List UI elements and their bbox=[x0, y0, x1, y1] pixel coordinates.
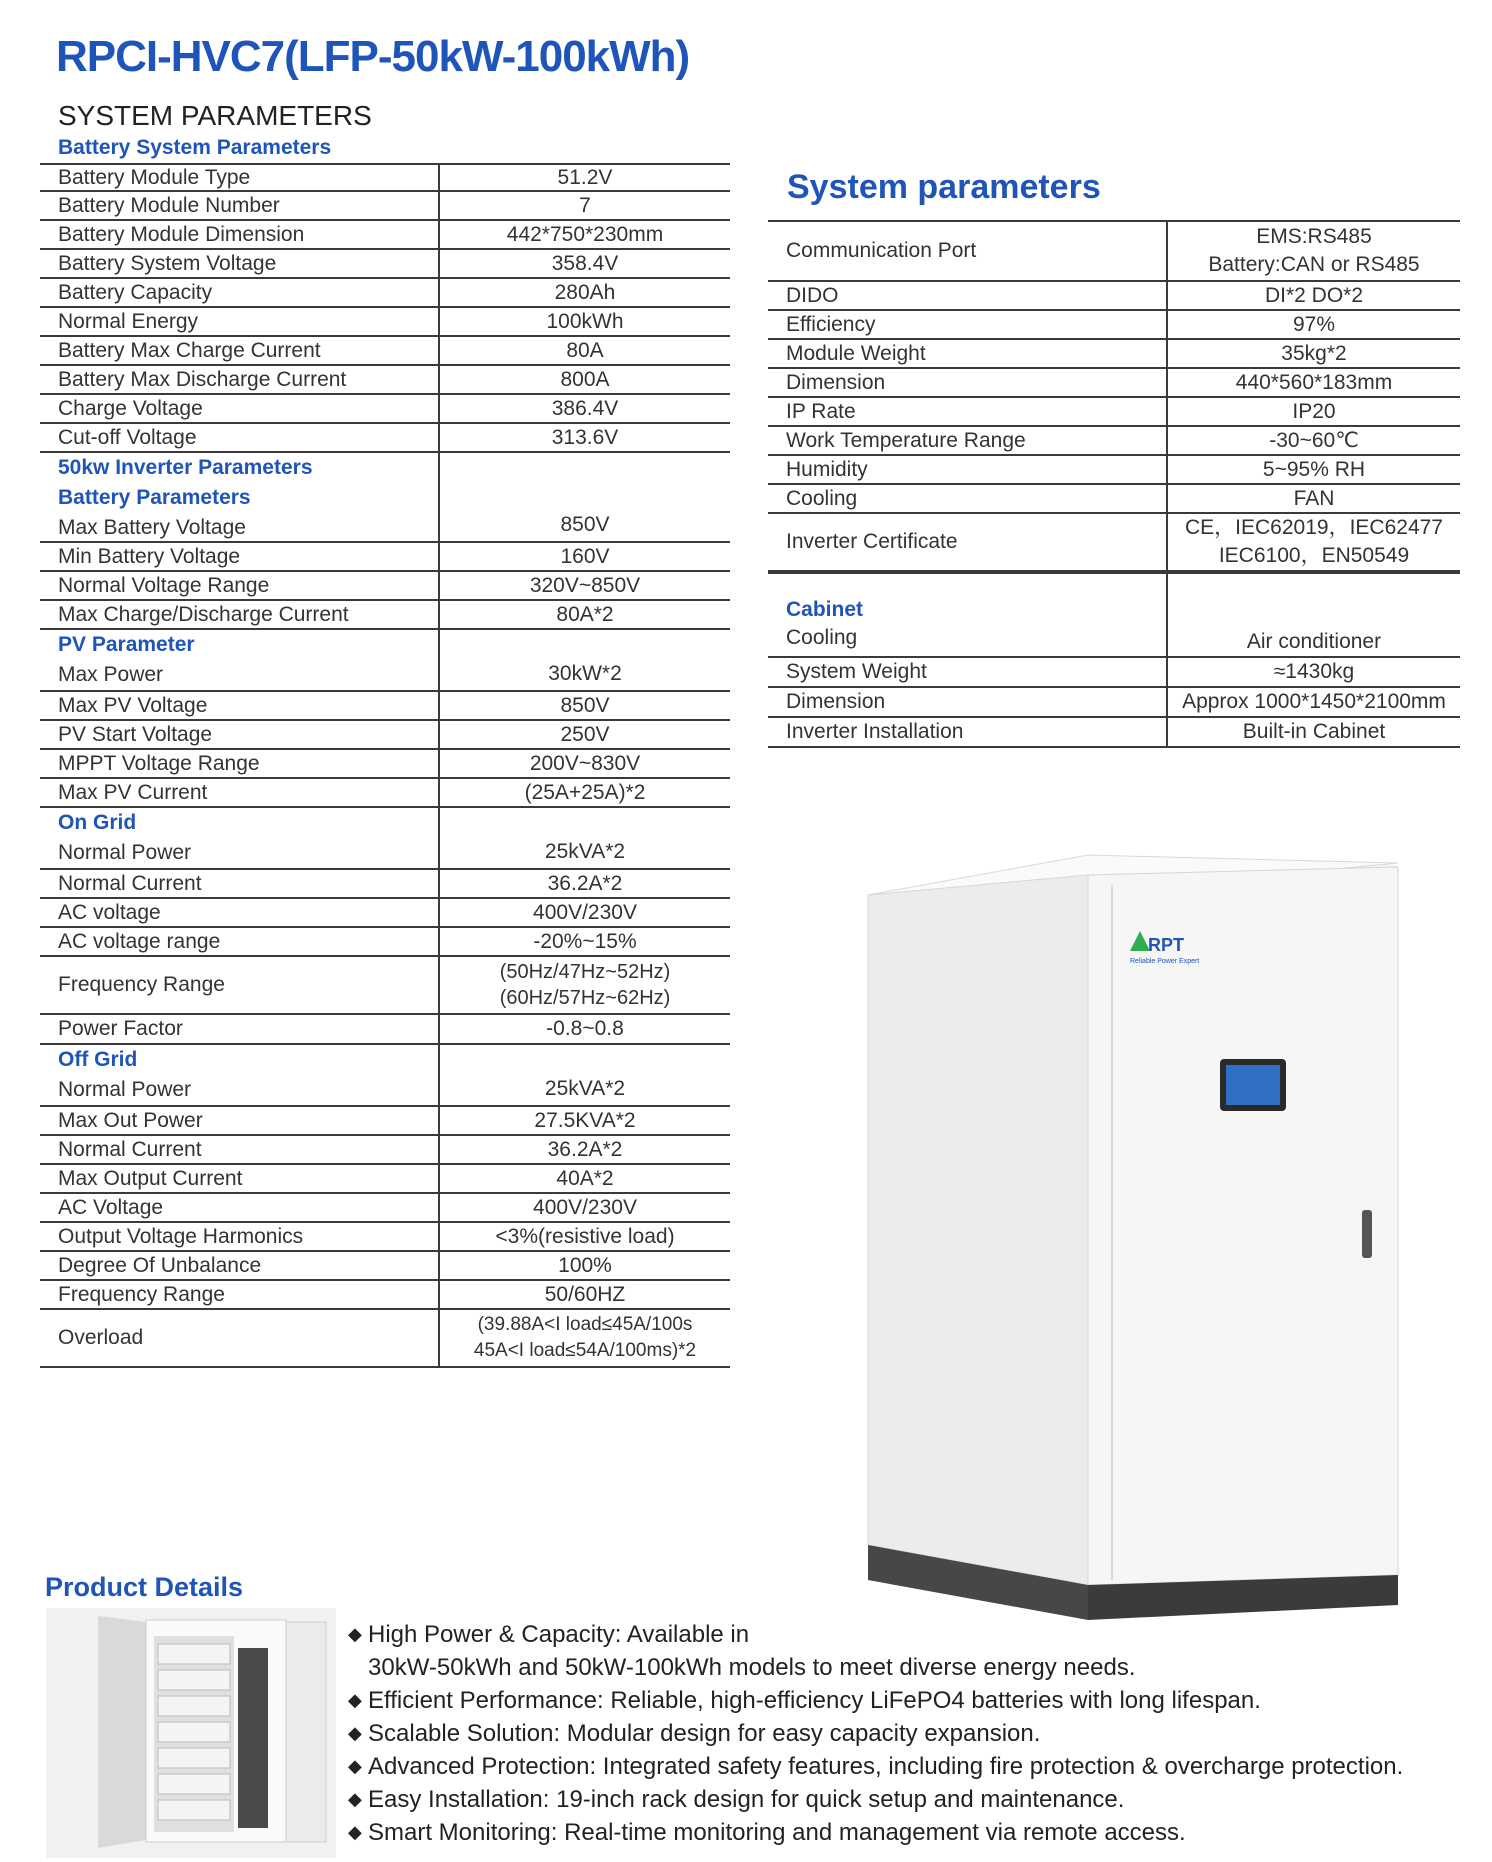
inverter-rows bbox=[40, 543, 730, 630]
row-value: 320V~850V bbox=[529, 573, 641, 597]
row-value: 27.5KVA*2 bbox=[534, 1108, 636, 1132]
row-label: Max Out Power bbox=[40, 1107, 440, 1134]
product-detail-image bbox=[46, 1608, 336, 1858]
row-label: Battery Max Charge Current bbox=[40, 337, 440, 364]
row-value: 80A bbox=[566, 338, 604, 362]
row-value: 313.6V bbox=[551, 425, 619, 449]
row-label: Normal Voltage Range bbox=[40, 572, 440, 599]
row-value: 51.2V bbox=[557, 165, 613, 189]
spec-row bbox=[768, 485, 1460, 514]
row-label: Frequency Range bbox=[40, 1281, 440, 1308]
row-label: Battery Module Dimension bbox=[40, 221, 440, 248]
feature-list bbox=[348, 1618, 1488, 1849]
inverter-header: 50kw Inverter Parameters bbox=[58, 456, 313, 479]
logo-tagline: Reliable Power Expert bbox=[1130, 958, 1200, 965]
row-value: 850V bbox=[560, 513, 610, 536]
row-value: 160V bbox=[560, 544, 610, 568]
spec-row bbox=[768, 658, 1460, 688]
row-value: 800A bbox=[560, 367, 610, 391]
feature-text: Easy Installation: 19-inch rack design for quick setup and maintenance. bbox=[368, 1786, 1125, 1813]
diamond-bullet-icon: ◆ bbox=[348, 1789, 362, 1809]
row-value: -20%~15% bbox=[533, 929, 637, 953]
spec-row bbox=[40, 308, 730, 337]
row-value: 400V/230V bbox=[533, 900, 637, 924]
row-label: Cooling bbox=[768, 485, 1168, 512]
row-label: DIDO bbox=[768, 282, 1168, 309]
row-label: Cut-off Voltage bbox=[40, 424, 440, 451]
feature-text: Advanced Protection: Integrated safety features, including fire protection & overcharge protection. bbox=[368, 1753, 1404, 1780]
row-label: Normal Power bbox=[58, 1078, 192, 1101]
frequency-range-row bbox=[40, 957, 730, 1015]
off-grid-rows bbox=[40, 1107, 730, 1310]
feature-item bbox=[348, 1618, 1488, 1684]
cabinet-image bbox=[858, 845, 1418, 1635]
row-value: 400V/230V bbox=[533, 1195, 637, 1219]
row-label: AC voltage bbox=[40, 899, 440, 926]
row-label: Max Power bbox=[58, 663, 164, 686]
spec-row bbox=[768, 369, 1460, 398]
row-value: 386.4V bbox=[551, 396, 619, 420]
row-label: Max Charge/Discharge Current bbox=[40, 601, 440, 628]
row-label: Output Voltage Harmonics bbox=[40, 1223, 440, 1250]
row-label: Degree Of Unbalance bbox=[40, 1252, 440, 1279]
spec-row bbox=[40, 543, 730, 572]
row-value: 80A*2 bbox=[556, 602, 614, 626]
power-factor-row bbox=[40, 1015, 730, 1045]
row-value: 36.2A*2 bbox=[547, 1137, 623, 1161]
spec-row bbox=[40, 337, 730, 366]
row-value: Built-in Cabinet bbox=[1242, 720, 1386, 743]
row-value: 358.4V bbox=[551, 251, 619, 275]
spec-row bbox=[40, 928, 730, 957]
row-label: Work Temperature Range bbox=[768, 427, 1168, 454]
row-label: Battery Module Type bbox=[40, 165, 440, 190]
row-label: Normal Energy bbox=[40, 308, 440, 335]
cabinet-rows bbox=[768, 658, 1460, 748]
spec-row bbox=[40, 572, 730, 601]
spec-row bbox=[40, 692, 730, 721]
right-spec-table bbox=[768, 220, 1460, 748]
feature-text: High Power & Capacity: Available in bbox=[368, 1621, 750, 1648]
row-value: 5~95% RH bbox=[1262, 457, 1366, 481]
door-handle-icon bbox=[1362, 1210, 1372, 1258]
row-value: IP20 bbox=[1292, 399, 1336, 423]
spec-row bbox=[40, 1281, 730, 1310]
spec-row bbox=[768, 427, 1460, 456]
diamond-bullet-icon: ◆ bbox=[348, 1822, 362, 1842]
spec-row bbox=[40, 424, 730, 453]
communication-port-row bbox=[768, 222, 1460, 282]
row-value: ≈1430kg bbox=[1273, 660, 1355, 683]
spec-row bbox=[40, 250, 730, 279]
row-label: Inverter Certificate bbox=[768, 514, 1168, 570]
row-label: Normal Power bbox=[58, 841, 192, 864]
row-value: 850V bbox=[560, 693, 610, 717]
row-value: <3%(resistive load) bbox=[495, 1224, 675, 1248]
row-label: Charge Voltage bbox=[40, 395, 440, 422]
spec-row bbox=[40, 366, 730, 395]
on-grid-rows bbox=[40, 870, 730, 957]
row-label: System Weight bbox=[768, 658, 1168, 686]
spec-row bbox=[768, 456, 1460, 485]
feature-item bbox=[348, 1750, 1488, 1783]
diamond-bullet-icon: ◆ bbox=[348, 1690, 362, 1710]
row-value: 442*750*230mm bbox=[506, 222, 664, 246]
spec-row bbox=[768, 718, 1460, 748]
row-value: 250V bbox=[560, 722, 610, 746]
row-value: 97% bbox=[1292, 312, 1336, 336]
row-label: Overload bbox=[40, 1310, 440, 1366]
row-value: 50/60HZ bbox=[544, 1282, 626, 1306]
cabinet-group bbox=[768, 572, 1460, 658]
row-label: Cooling bbox=[786, 626, 858, 649]
feature-item bbox=[348, 1783, 1488, 1816]
spec-row bbox=[40, 279, 730, 308]
feature-text: Scalable Solution: Modular design for easy capacity expansion. bbox=[368, 1720, 1041, 1747]
row-value: 35kg*2 bbox=[1281, 341, 1347, 365]
row-value: (60Hz/57Hz~62Hz) bbox=[499, 987, 671, 1009]
spec-row bbox=[40, 221, 730, 250]
spec-row bbox=[40, 899, 730, 928]
feature-text-cont: 30kW-50kWh and 50kW-100kWh models to meet diverse energy needs. bbox=[368, 1654, 1136, 1681]
row-label: AC Voltage bbox=[40, 1194, 440, 1221]
row-label: Max Output Current bbox=[40, 1165, 440, 1192]
row-label: Efficiency bbox=[768, 311, 1168, 338]
diamond-bullet-icon: ◆ bbox=[348, 1756, 362, 1776]
pv-group bbox=[40, 630, 730, 692]
page-title: RPCI-HVC7(LFP-50kW-100kWh) bbox=[56, 32, 690, 81]
row-value: 40A*2 bbox=[556, 1166, 614, 1190]
feature-item bbox=[348, 1717, 1488, 1750]
diamond-bullet-icon: ◆ bbox=[348, 1624, 362, 1644]
spec-row bbox=[40, 1223, 730, 1252]
row-label: MPPT Voltage Range bbox=[40, 750, 440, 777]
row-value: CE，IEC62019，IEC62477 bbox=[1185, 516, 1443, 539]
feature-text: Smart Monitoring: Real-time monitoring and management via remote access. bbox=[368, 1819, 1186, 1846]
battery-params-header: Battery Parameters bbox=[58, 486, 251, 509]
row-label: Min Battery Voltage bbox=[40, 543, 440, 570]
feature-item bbox=[348, 1816, 1488, 1849]
row-value: 100kWh bbox=[546, 309, 624, 333]
row-value: 30kW*2 bbox=[548, 662, 622, 685]
spec-row bbox=[40, 395, 730, 424]
row-value: 36.2A*2 bbox=[547, 871, 623, 895]
row-value: Approx 1000*1450*2100mm bbox=[1182, 690, 1446, 713]
row-label: IP Rate bbox=[768, 398, 1168, 425]
row-value: 100% bbox=[558, 1253, 612, 1277]
pv-header: PV Parameter bbox=[58, 633, 195, 656]
row-value: 45A<I load≤54A/100ms)*2 bbox=[473, 1340, 697, 1361]
row-value: Battery:CAN or RS485 bbox=[1208, 253, 1420, 276]
row-label: Battery Capacity bbox=[40, 279, 440, 306]
spec-row bbox=[40, 721, 730, 750]
row-value: FAN bbox=[1293, 486, 1335, 510]
row-label: Humidity bbox=[768, 456, 1168, 483]
row-value: 25kVA*2 bbox=[544, 1077, 626, 1100]
row-value: 440*560*183mm bbox=[1235, 370, 1393, 394]
row-value: EMS:RS485 bbox=[1256, 225, 1372, 248]
row-label: Power Factor bbox=[40, 1015, 440, 1043]
spec-row bbox=[40, 779, 730, 808]
row-label: Battery System Voltage bbox=[40, 250, 440, 277]
inverter-group bbox=[40, 453, 730, 543]
row-value: -30~60℃ bbox=[1269, 429, 1359, 452]
logo-text: RPT bbox=[1148, 935, 1184, 955]
on-grid-group bbox=[40, 808, 730, 870]
row-label: Max PV Current bbox=[40, 779, 440, 806]
feature-text: Efficient Performance: Reliable, high-efficiency LiFePO4 batteries with long lifespan. bbox=[368, 1687, 1261, 1714]
row-label: Battery Max Discharge Current bbox=[40, 366, 440, 393]
system-rows bbox=[768, 282, 1460, 514]
row-value: 200V~830V bbox=[529, 751, 641, 775]
row-value: (25A+25A)*2 bbox=[524, 780, 646, 804]
pv-rows bbox=[40, 692, 730, 808]
spec-row bbox=[40, 1252, 730, 1281]
row-value: (50Hz/47Hz~52Hz) bbox=[499, 961, 671, 983]
battery-system-header: Battery System Parameters bbox=[58, 136, 332, 159]
spec-row bbox=[40, 750, 730, 779]
row-value: 7 bbox=[579, 193, 591, 217]
spec-row bbox=[40, 192, 730, 221]
inverter-certificate-row bbox=[768, 514, 1460, 572]
spec-row bbox=[40, 601, 730, 630]
on-grid-header: On Grid bbox=[58, 811, 137, 834]
row-label: Dimension bbox=[768, 369, 1168, 396]
spec-row bbox=[768, 398, 1460, 427]
system-parameters-title: System parameters bbox=[787, 168, 1101, 206]
off-grid-header: Off Grid bbox=[58, 1048, 138, 1071]
spec-row bbox=[768, 311, 1460, 340]
row-value: 25kVA*2 bbox=[544, 840, 626, 863]
overload-row bbox=[40, 1310, 730, 1368]
row-label: Battery Module Number bbox=[40, 192, 440, 219]
row-label: Inverter Installation bbox=[768, 718, 1168, 746]
feature-item bbox=[348, 1684, 1488, 1717]
off-grid-group bbox=[40, 1045, 730, 1107]
diamond-bullet-icon: ◆ bbox=[348, 1723, 362, 1743]
row-label: Max Battery Voltage bbox=[58, 516, 246, 539]
cabinet-header: Cabinet bbox=[786, 598, 864, 621]
row-label: AC voltage range bbox=[40, 928, 440, 955]
row-label: Communication Port bbox=[768, 222, 1168, 280]
spec-row bbox=[40, 1194, 730, 1223]
row-label: Frequency Range bbox=[40, 957, 440, 1013]
row-value: (39.88A<I load≤45A/100s bbox=[477, 1314, 693, 1335]
battery-system-rows bbox=[40, 163, 730, 453]
spec-row bbox=[40, 1107, 730, 1136]
left-spec-table bbox=[40, 133, 730, 1368]
row-value: Air conditioner bbox=[1246, 630, 1382, 653]
row-value: IEC6100，EN50549 bbox=[1218, 544, 1410, 567]
row-value: DI*2 DO*2 bbox=[1264, 283, 1364, 307]
row-label: Max PV Voltage bbox=[40, 692, 440, 719]
spec-row bbox=[768, 282, 1460, 311]
spec-row bbox=[40, 163, 730, 192]
row-value: 280Ah bbox=[554, 280, 616, 304]
row-label: Normal Current bbox=[40, 870, 440, 897]
page-subtitle: SYSTEM PARAMETERS bbox=[58, 100, 372, 131]
spec-row bbox=[768, 340, 1460, 369]
spec-row bbox=[768, 688, 1460, 718]
row-label: Module Weight bbox=[768, 340, 1168, 367]
spec-row bbox=[40, 1165, 730, 1194]
spec-row bbox=[40, 870, 730, 899]
row-label: Normal Current bbox=[40, 1136, 440, 1163]
row-label: Dimension bbox=[768, 688, 1168, 716]
row-value: -0.8~0.8 bbox=[546, 1017, 624, 1040]
product-details-title: Product Details bbox=[45, 1572, 244, 1602]
row-label: PV Start Voltage bbox=[40, 721, 440, 748]
spec-row bbox=[40, 1136, 730, 1165]
